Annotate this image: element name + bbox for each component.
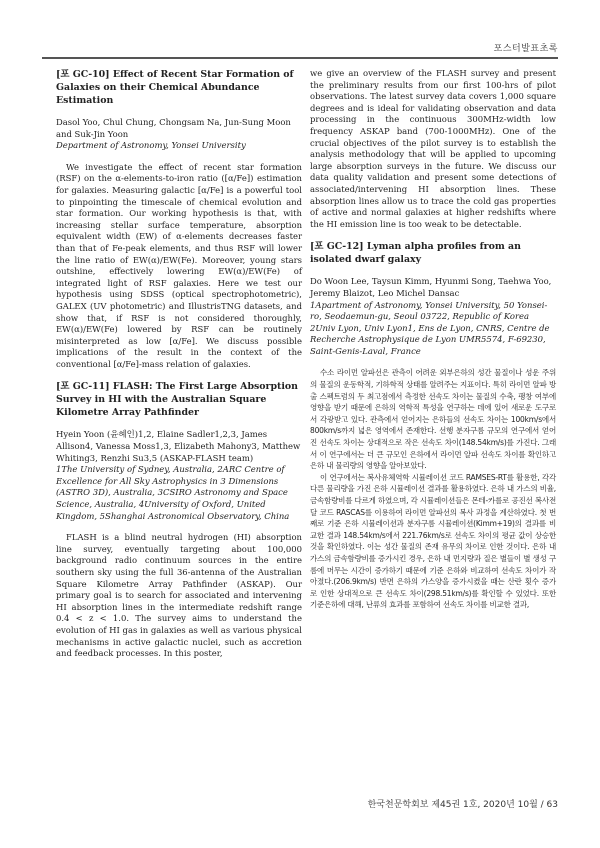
- gc11-affiliation: 1The University of Sydney, Australia, 2ARC Centre of Excellence for All Sky Astrophysics in 3 Dimensions (ASTRO 3D), Australia, 3CSIRO Astronomy and Space Science, Australia, 4University of Oxford, United Kingdom, 5Shanghai Astronomical Observatory, China: [56, 464, 290, 521]
- gc11-authors: Hyein Yoon (윤혜인)1,2, Elaine Sadler1,2,3, James Allison4, Vanessa Moss1,3, Elizabeth Mahony3, Matthew Whiting3, Renzhi Su3,5 (ASKAP-FLASH team): [56, 429, 301, 463]
- gc10-abstract: We investigate the effect of recent star formation (RSF) on the α-elements-to-iron ratio ([α/Fe]) estimation for galaxies. Measuring galactic [α/Fe] is a powerful tool to pinpointing the timescale of chemical evolution and star formation. Our working hypothesis is that, with increasing stellar surface temperature, absorption equivalent width (EW) of α-elements decreases faster than that of Fe-peak elements, and thus RSF will lower the line ratio of EW(α)/EW(Fe). Moreover, young stars outshine, effectively lowering EW(α)/EW(Fe) of integrated light of RSF galaxies. Here we test our hypothesis using SDSS (optical spectrophotometric), GALEX (UV photometric) and IllustrisTNG datasets, and show that, if RSF is not considered thoroughly, EW(α)/EW(Fe) lowered by RSF can be routinely misinterpreted as low [α/Fe]. We discuss possible implications of the result in the context of the conventional [α/Fe]-mass relation of galaxies.: [56, 161, 302, 369]
- gc12-authors: Do Woon Lee, Taysun Kimm, Hyunmi Song, Taehwa Yoo, Jeremy Blaizot, Leo Michel Dansac: [310, 276, 552, 298]
- gc12-body-paragraph-1: 수소 라이먼 알파선은 관측이 어려운 외부은하의 성간 물질이나 성운 주위의 물질의 운동학적, 기하학적 상태를 알려주는 지표이다. 특히 라이먼 알파 방출 스펙트럼의 두 최고점에서 측정한 선속도 차이는 물질의 수축, 팽창 여부에 영향을 받기 때문에 은하의 역학적 특성을 연구하는 데에 있어 새로운 도구로서 각광받고 있다. 관측에서 얻어지는 은하들의 선속도 차이는 100km/s에서 800km/s까지 넓은 영역에서 존재한다. 선행 분자구름 규모의 연구에서 얻어진 선속도 차이는 상대적으로 작은 선속도 차이(148.54km/s)를 가진다. 그래서 이 연구에서는 더 큰 규모인 은하에서 라이먼 알파 선속도 차이를 확인하고 은하 내 물리량의 영향을 알아보았다.: [310, 368, 556, 471]
- right-column: [310, 68, 556, 611]
- header-rule: [42, 57, 558, 59]
- page-footer: 한국천문학회보 제45권 1호, 2020년 10월 / 63: [367, 800, 558, 810]
- gc11-abstract-part2: we give an overview of the FLASH survey and present the preliminary results from our first 100-hrs of pilot observations. The latest survey data covers 1,000 square degrees and is ideal for validating observation and data processing in the continuous 300MHz-width low frequency ASKAP band (700-1000MHz). One of the crucial objectives of the pilot survey is to establish the analysis methodology that will be applied to upcoming large absorption surveys in the future. We discuss our data quality validation and present some detections of associated/intervening HI absorption lines. These absorption lines allow us to trace the cold gas properties of active and normal galaxies at higher redshifts where the HI emission line is too weak to be detectable.: [310, 68, 556, 229]
- gc11-abstract-part1: FLASH is a blind neutral hydrogen (HI) absorption line survey, eventually targeting about 100,000 background radio continuum sources in the entire southern sky using the full 36-antenna of the Australian Square Kilometre Array Pathfinder (ASKAP). Our primary goal is to search for associated and intervening HI absorption lines in the intermediate redshift range 0.4 < z < 1.0. The survey aims to understand the evolution of HI gas in galaxies as well as various physical mechanisms in active galactic nuclei, such as accretion and feedback processes. In this poster,: [56, 532, 302, 659]
- left-column: [56, 68, 302, 670]
- header-label: 포스터발표초록: [493, 44, 558, 54]
- gc10-title: [포 GC-10] Effect of Recent Star Formation of Galaxies on their Chemical Abundance Estimation: [56, 69, 294, 106]
- gc11-title: [포 GC-11] FLASH: The First Large Absorption Survey in HI with the Australian Square Kilometre Array Pathfinder: [56, 381, 298, 419]
- gc12-affiliation-1: 1Apartment of Astronomy, Yonsei University, 50 Yonsei-ro, Seodaemun-gu, Seoul 03722, Republic of Korea: [310, 299, 548, 322]
- gc12-affiliation-2: 2Univ Lyon, Univ Lyon1, Ens de Lyon, CNRS, Centre de Recherche Astrophysique de Lyon UMR5574, F-69230, Saint-Genis-Laval, France: [310, 322, 550, 356]
- gc12-title: [포 GC-12] Lyman alpha profiles from an isolated dwarf galaxy: [310, 241, 521, 266]
- gc10-authors: Dasol Yoo, Chul Chung, Chongsam Na, Jun-Sung Moon and Suk-Jin Yoon: [56, 117, 291, 139]
- gc10-affiliation: Department of Astronomy, Yonsei University: [56, 140, 246, 151]
- gc12-body-paragraph-2: 이 연구에서는 복사유체역학 시뮬레이션 코드 RAMSES-RT를 활용한, 각각 다른 물리량을 가진 은하 시뮬레이션 결과를 활용하였다. 은하 내 가스의 비율, 금속함량비를 다르게 하였으며, 각 시뮬레이션들은 몬테-카를로 공진선 복사전달 코드 RASCAS를 이용하여 라이먼 알파선의 복사 과정을 계산하였다. 첫 번째로 기준 은하 시뮬레이션과 분자구름 시뮬레이션(Kimm+19)의 결과를 비교한 결과 148.54km/s에서 221.76km/s로 선속도 차이의 평균 값이 상승한 것을 확인하였다. 이는 성간 물질의 존재 유무의 차이로 인한 것이다. 은하 내 가스의 금속함량비를 증가시킨 경우, 은하 내 먼지량과 질은 별들이 별 생성 구름에 머무는 시간이 증가하기 때문에 기준 은하와 비교하여 선속도 차이가 작아졌다.(206.9km/s) 반면 은하의 가스양을 증가시켰을 때는 산란 횟수 증가로 인한 상대적으로 큰 선속도 차이(298.51km/s)를 확인할 수 있었다. 또한 기준은하에 대해, 난류의 효과를 포함하여 선속도 차이를 비교한 결과,: [310, 472, 556, 610]
